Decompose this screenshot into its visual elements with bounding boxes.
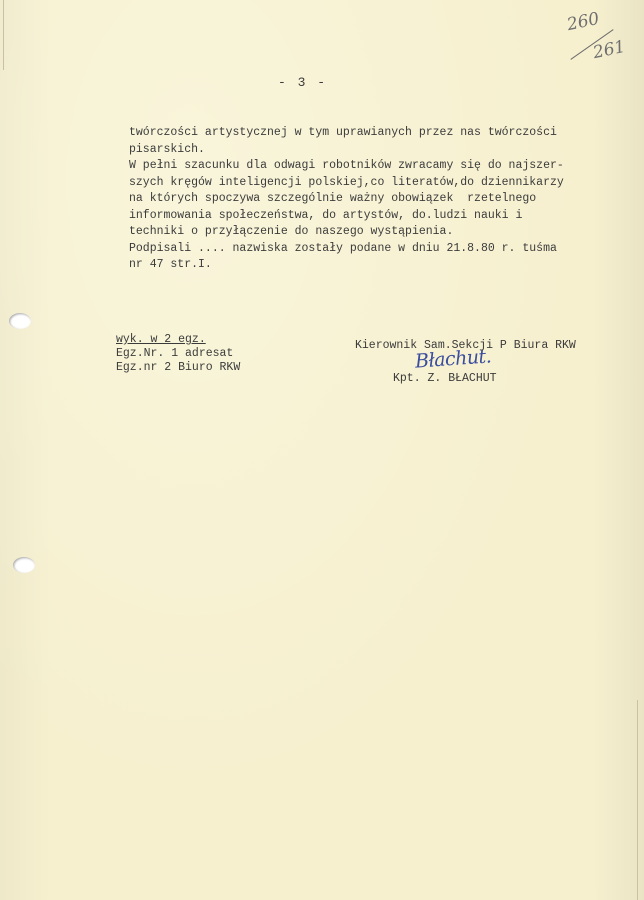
body-line: nr 47 str.I. (129, 258, 212, 271)
punch-hole (9, 313, 31, 329)
signatory-name: Kpt. Z. BŁACHUT (393, 372, 497, 385)
page-number: - 3 - (278, 75, 328, 90)
distribution-item: Egz.Nr. 1 adresat (116, 347, 234, 360)
document-body (129, 125, 629, 274)
body-line: W pełni szacunku dla odwagi robotników zwracamy się do najszer- (129, 159, 564, 172)
body-line: techniki o przyłączenie do naszego wystąpienia. (129, 225, 454, 238)
body-line: informowania społeczeństwa, do artystów, do.ludzi nauki i (129, 208, 523, 222)
handwritten-signature: Błachut. (414, 345, 492, 373)
distribution-item: Egz.nr 2 Biuro RKW (116, 361, 241, 374)
body-line: twórczości artystycznej w tym uprawianych przez nas twórczości (129, 126, 557, 139)
punch-hole (13, 557, 35, 573)
body-line: na których spoczywa szczególnie ważny obowiązek rzetelnego (129, 192, 537, 205)
paper-edge-mark (3, 0, 4, 70)
body-line: Podpisali .... nazwiska zostały podane w dniu 21.8.80 r. tuśma (129, 241, 557, 255)
signatory-position: Kierownik Sam.Sekcji P Biura RKW (355, 339, 576, 352)
body-line: pisarskich. (129, 142, 205, 156)
distribution-title: wyk. w 2 egz. (116, 333, 206, 346)
paper-edge-mark (637, 700, 638, 900)
distribution-list (116, 333, 240, 375)
body-line: szych kręgów inteligencji polskiej,co literatów,do dziennikarzy (129, 175, 564, 189)
archive-number-new: 261 (591, 36, 628, 64)
archive-number-old: 260 (565, 8, 602, 36)
